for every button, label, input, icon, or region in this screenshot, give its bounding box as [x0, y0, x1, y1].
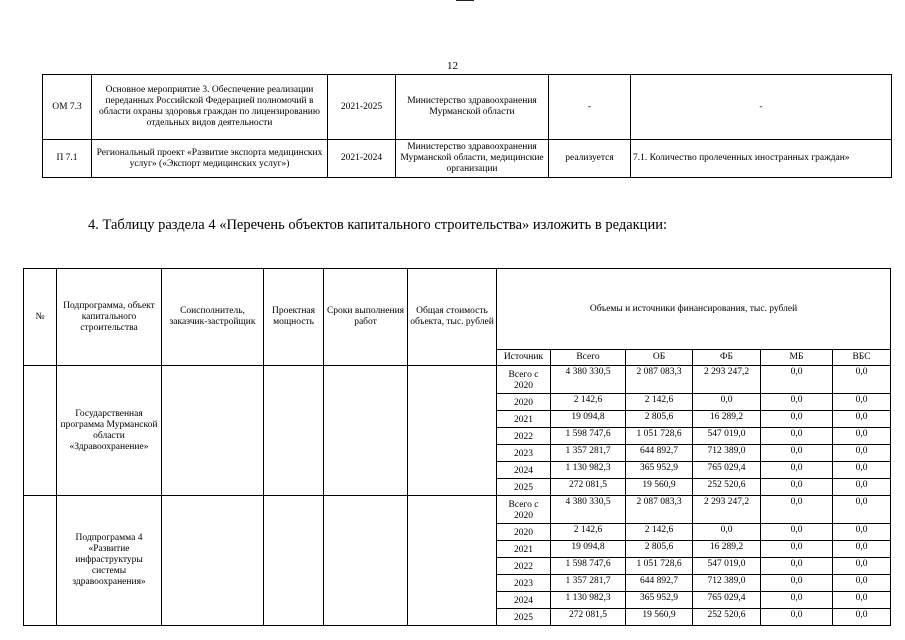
- row-mb: 0,0: [761, 479, 833, 496]
- table-row: [24, 366, 891, 394]
- row-ob: 19 560,9: [626, 479, 693, 496]
- row-total: 19 094,8: [551, 411, 626, 428]
- group-terms-cell: [324, 496, 408, 626]
- group-name: Подпрограмма 4 «Развитие инфраструктуры системы здравоохранения»: [57, 496, 162, 626]
- row-source: 2022: [497, 428, 551, 445]
- row-total: 1 357 281,7: [551, 575, 626, 592]
- row-total: 1 130 982,3: [551, 462, 626, 479]
- row-vbs: 0,0: [833, 428, 891, 445]
- row-fb: 712 389,0: [693, 575, 761, 592]
- row-status: реализуется: [549, 140, 631, 178]
- row-mb: 0,0: [761, 445, 833, 462]
- row-fb: 0,0: [693, 394, 761, 411]
- row-name: Основное мероприятие 3. Обеспечение реализации переданных Российской Федерацией полномочий в области охраны здоровья граждан по лицензированию отдельных видов деятельности: [92, 75, 328, 140]
- row-total: 272 081,5: [551, 479, 626, 496]
- row-total: 1 598 747,6: [551, 558, 626, 575]
- row-mb: 0,0: [761, 524, 833, 541]
- row-ob: 2 142,6: [626, 524, 693, 541]
- row-total: 2 142,6: [551, 394, 626, 411]
- capital-construction-table: [23, 268, 891, 626]
- row-ob: 2 142,6: [626, 394, 693, 411]
- group-capacity-cell: [264, 366, 324, 496]
- row-mb: 0,0: [761, 366, 833, 394]
- row-ob: 19 560,9: [626, 609, 693, 626]
- header-capacity: Проектная мощность: [264, 269, 324, 366]
- row-ob: 644 892,7: [626, 575, 693, 592]
- header-funding: Объемы и источники финансирования, тыс. рублей: [497, 269, 891, 350]
- group-name: Государственная программа Мурманской области «Здравоохранение»: [57, 366, 162, 496]
- row-source: 2020: [497, 524, 551, 541]
- subheader-source: Источник: [497, 350, 551, 366]
- header-num: №: [24, 269, 57, 366]
- row-source: 2024: [497, 592, 551, 609]
- row-fb: 712 389,0: [693, 445, 761, 462]
- row-mb: 0,0: [761, 541, 833, 558]
- page-top-mark: [456, 0, 474, 1]
- subheader-fb: ФБ: [693, 350, 761, 366]
- row-mb: 0,0: [761, 496, 833, 524]
- row-total: 4 380 330,5: [551, 496, 626, 524]
- row-vbs: 0,0: [833, 462, 891, 479]
- row-vbs: 0,0: [833, 541, 891, 558]
- group-num-cell: [24, 366, 57, 496]
- row-ob: 1 051 728,6: [626, 428, 693, 445]
- row-total: 19 094,8: [551, 541, 626, 558]
- row-fb: 0,0: [693, 524, 761, 541]
- row-vbs: 0,0: [833, 445, 891, 462]
- row-vbs: 0,0: [833, 411, 891, 428]
- row-period: 2021-2024: [328, 140, 396, 178]
- row-vbs: 0,0: [833, 496, 891, 524]
- row-mb: 0,0: [761, 575, 833, 592]
- row-fb: 547 019,0: [693, 558, 761, 575]
- row-fb: 765 029,4: [693, 462, 761, 479]
- activities-table: [42, 74, 892, 178]
- subheader-ob: ОБ: [626, 350, 693, 366]
- subheader-total: Всего: [551, 350, 626, 366]
- row-fb: 252 520,6: [693, 479, 761, 496]
- header-terms: Сроки выполнения работ: [324, 269, 408, 366]
- row-executor: Министерство здравоохранения Мурманской области, медицинские организации: [396, 140, 549, 178]
- row-vbs: 0,0: [833, 609, 891, 626]
- row-status: -: [549, 75, 631, 140]
- row-mb: 0,0: [761, 428, 833, 445]
- subheader-vbs: ВБС: [833, 350, 891, 366]
- row-total: 272 081,5: [551, 609, 626, 626]
- row-source: 2021: [497, 411, 551, 428]
- row-vbs: 0,0: [833, 366, 891, 394]
- row-ob: 2 087 083,3: [626, 496, 693, 524]
- section-heading: 4. Таблицу раздела 4 «Перечень объектов капитального строительства» изложить в редакции:: [88, 217, 667, 233]
- row-indicator: -: [631, 75, 892, 140]
- row-mb: 0,0: [761, 411, 833, 428]
- group-capacity-cell: [264, 496, 324, 626]
- row-source: 2023: [497, 575, 551, 592]
- row-source: 2022: [497, 558, 551, 575]
- row-source: 2021: [497, 541, 551, 558]
- row-indicator: 7.1. Количество пролеченных иностранных граждан»: [631, 140, 892, 178]
- row-vbs: 0,0: [833, 592, 891, 609]
- row-mb: 0,0: [761, 394, 833, 411]
- table-row: [43, 75, 892, 140]
- row-vbs: 0,0: [833, 394, 891, 411]
- row-mb: 0,0: [761, 462, 833, 479]
- row-source: 2025: [497, 609, 551, 626]
- table-row: [43, 140, 892, 178]
- group-coexecutor-cell: [162, 366, 264, 496]
- row-source: Всего с 2020: [497, 496, 551, 524]
- row-mb: 0,0: [761, 609, 833, 626]
- row-fb: 2 293 247,2: [693, 496, 761, 524]
- group-terms-cell: [324, 366, 408, 496]
- group-cost-cell: [408, 496, 497, 626]
- row-fb: 2 293 247,2: [693, 366, 761, 394]
- row-fb: 547 019,0: [693, 428, 761, 445]
- row-ob: 365 952,9: [626, 462, 693, 479]
- row-fb: 16 289,2: [693, 411, 761, 428]
- row-source: Всего с 2020: [497, 366, 551, 394]
- row-total: 1 357 281,7: [551, 445, 626, 462]
- row-period: 2021-2025: [328, 75, 396, 140]
- row-code: П 7.1: [43, 140, 92, 178]
- row-total: 1 598 747,6: [551, 428, 626, 445]
- group-cost-cell: [408, 366, 497, 496]
- row-vbs: 0,0: [833, 479, 891, 496]
- row-name: Региональный проект «Развитие экспорта медицинских услуг» («Экспорт медицинских услуг»): [92, 140, 328, 178]
- row-executor: Министерство здравоохранения Мурманской области: [396, 75, 549, 140]
- row-mb: 0,0: [761, 558, 833, 575]
- row-ob: 1 051 728,6: [626, 558, 693, 575]
- row-vbs: 0,0: [833, 524, 891, 541]
- row-fb: 16 289,2: [693, 541, 761, 558]
- group-num-cell: [24, 496, 57, 626]
- row-ob: 365 952,9: [626, 592, 693, 609]
- row-total: 4 380 330,5: [551, 366, 626, 394]
- table-header-row: [24, 269, 891, 350]
- row-source: 2024: [497, 462, 551, 479]
- row-total: 1 130 982,3: [551, 592, 626, 609]
- subheader-mb: МБ: [761, 350, 833, 366]
- page-number: 12: [447, 60, 458, 72]
- row-source: 2023: [497, 445, 551, 462]
- row-ob: 2 805,6: [626, 541, 693, 558]
- row-source: 2025: [497, 479, 551, 496]
- row-ob: 644 892,7: [626, 445, 693, 462]
- row-total: 2 142,6: [551, 524, 626, 541]
- table-row: [24, 496, 891, 524]
- row-ob: 2 087 083,3: [626, 366, 693, 394]
- header-cost: Общая стоимость объекта, тыс. рублей: [408, 269, 497, 366]
- row-fb: 252 520,6: [693, 609, 761, 626]
- group-coexecutor-cell: [162, 496, 264, 626]
- row-vbs: 0,0: [833, 575, 891, 592]
- row-ob: 2 805,6: [626, 411, 693, 428]
- header-coexecutor: Соисполнитель, заказчик-застройщик: [162, 269, 264, 366]
- row-fb: 765 029,4: [693, 592, 761, 609]
- row-code: ОМ 7.3: [43, 75, 92, 140]
- row-vbs: 0,0: [833, 558, 891, 575]
- row-source: 2020: [497, 394, 551, 411]
- row-mb: 0,0: [761, 592, 833, 609]
- header-object: Подпрограмма, объект капитального строительства: [57, 269, 162, 366]
